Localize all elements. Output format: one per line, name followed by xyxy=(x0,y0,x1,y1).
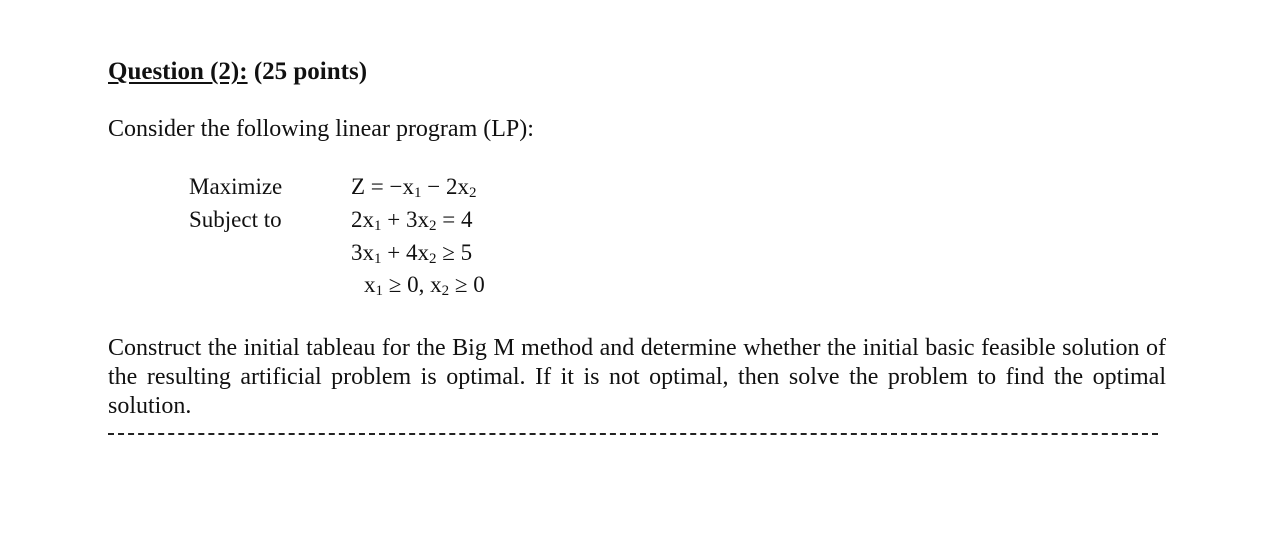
nonnegativity-constraint: $x_1 \ge 0$, $x_2 \ge 0$ xyxy=(364,272,485,299)
question-heading xyxy=(108,58,367,86)
instruction-paragraph: Construct the initial tableau for the Big M method and determine whether the initial basic feasible solution of the resulting artificial problem is optimal. If it is not optimal, then solve the problem to find the optimal solution. xyxy=(108,335,1166,419)
question-points: (25 points) xyxy=(253,58,368,85)
question-label: Question (2): xyxy=(108,58,248,85)
constraint-2: $3x_1 + 4x_2 \ge 5$ xyxy=(351,240,473,267)
objective-label: Maximize xyxy=(189,174,283,199)
dashed-separator xyxy=(108,433,1158,435)
objective-function: $Z = -x_1 - 2x_2$ xyxy=(351,174,477,201)
constraint-1: $2x_1 + 3x_2 = 4$ xyxy=(351,207,473,234)
intro-text: Consider the following linear program (LP): xyxy=(108,116,534,142)
constraints-label: Subject to xyxy=(189,207,282,232)
